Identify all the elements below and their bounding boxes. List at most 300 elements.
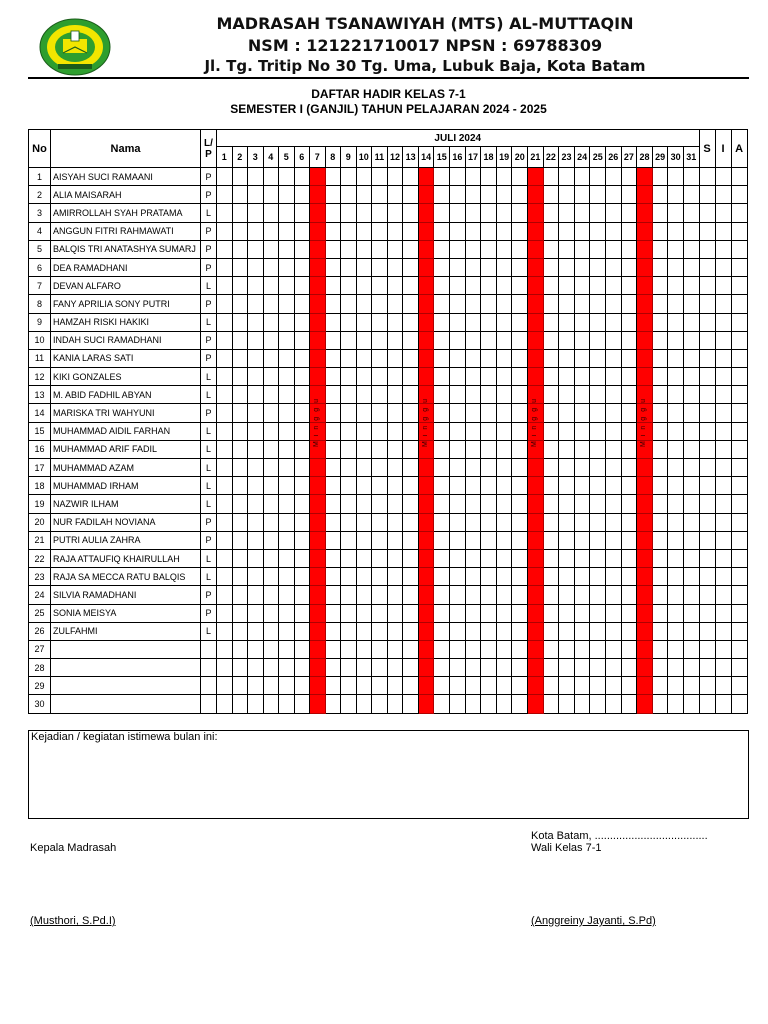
- attendance-cell[interactable]: [325, 640, 341, 658]
- attendance-cell[interactable]: [512, 240, 528, 258]
- attendance-cell[interactable]: [248, 222, 264, 240]
- attendance-cell[interactable]: [683, 295, 699, 313]
- attendance-cell[interactable]: [372, 549, 388, 567]
- attendance-cell[interactable]: [590, 531, 606, 549]
- attendance-cell[interactable]: [403, 313, 419, 331]
- attendance-cell[interactable]: [294, 295, 310, 313]
- attendance-cell[interactable]: [465, 531, 481, 549]
- attendance-cell[interactable]: [465, 477, 481, 495]
- attendance-cell[interactable]: [341, 186, 357, 204]
- attendance-cell[interactable]: [559, 422, 575, 440]
- attendance-cell[interactable]: [232, 258, 248, 276]
- attendance-cell[interactable]: [512, 186, 528, 204]
- attendance-cell[interactable]: [325, 586, 341, 604]
- attendance-cell[interactable]: [372, 240, 388, 258]
- attendance-cell[interactable]: [465, 604, 481, 622]
- total-s-cell[interactable]: [699, 549, 715, 567]
- total-i-cell[interactable]: [715, 349, 731, 367]
- total-a-cell[interactable]: [731, 586, 747, 604]
- attendance-cell[interactable]: [450, 331, 466, 349]
- attendance-cell[interactable]: [232, 313, 248, 331]
- attendance-cell[interactable]: [217, 459, 233, 477]
- total-s-cell[interactable]: [699, 331, 715, 349]
- attendance-cell[interactable]: [217, 513, 233, 531]
- attendance-cell[interactable]: [434, 277, 450, 295]
- attendance-cell[interactable]: [606, 513, 622, 531]
- attendance-cell[interactable]: [621, 168, 637, 186]
- attendance-cell[interactable]: [668, 295, 684, 313]
- attendance-cell[interactable]: [652, 204, 668, 222]
- attendance-cell[interactable]: [294, 495, 310, 513]
- attendance-cell[interactable]: [652, 404, 668, 422]
- attendance-cell[interactable]: [279, 549, 295, 567]
- attendance-cell[interactable]: [465, 495, 481, 513]
- attendance-cell[interactable]: [621, 459, 637, 477]
- attendance-cell[interactable]: [496, 495, 512, 513]
- attendance-cell[interactable]: [559, 531, 575, 549]
- attendance-cell[interactable]: [341, 386, 357, 404]
- attendance-cell[interactable]: [279, 695, 295, 713]
- attendance-cell[interactable]: [248, 349, 264, 367]
- total-i-cell[interactable]: [715, 277, 731, 295]
- attendance-cell[interactable]: [325, 186, 341, 204]
- attendance-cell[interactable]: [652, 695, 668, 713]
- attendance-cell[interactable]: [683, 495, 699, 513]
- total-i-cell[interactable]: [715, 422, 731, 440]
- attendance-cell[interactable]: [248, 386, 264, 404]
- total-i-cell[interactable]: [715, 168, 731, 186]
- attendance-cell[interactable]: [248, 368, 264, 386]
- attendance-cell[interactable]: [294, 368, 310, 386]
- attendance-cell[interactable]: [248, 313, 264, 331]
- attendance-cell[interactable]: [341, 368, 357, 386]
- attendance-cell[interactable]: [559, 295, 575, 313]
- attendance-cell[interactable]: [606, 549, 622, 567]
- attendance-cell[interactable]: [279, 222, 295, 240]
- attendance-cell[interactable]: [325, 240, 341, 258]
- attendance-cell[interactable]: [387, 586, 403, 604]
- attendance-cell[interactable]: [496, 295, 512, 313]
- attendance-cell[interactable]: [543, 313, 559, 331]
- total-s-cell[interactable]: [699, 204, 715, 222]
- attendance-cell[interactable]: [621, 622, 637, 640]
- attendance-cell[interactable]: [403, 604, 419, 622]
- attendance-cell[interactable]: [606, 640, 622, 658]
- attendance-cell[interactable]: [450, 222, 466, 240]
- attendance-cell[interactable]: [683, 659, 699, 677]
- attendance-cell[interactable]: [232, 368, 248, 386]
- attendance-cell[interactable]: [294, 422, 310, 440]
- attendance-cell[interactable]: [434, 513, 450, 531]
- attendance-cell[interactable]: [543, 277, 559, 295]
- total-s-cell[interactable]: [699, 568, 715, 586]
- attendance-cell[interactable]: [263, 368, 279, 386]
- attendance-cell[interactable]: [559, 386, 575, 404]
- attendance-cell[interactable]: [465, 622, 481, 640]
- attendance-cell[interactable]: [279, 531, 295, 549]
- attendance-cell[interactable]: [496, 240, 512, 258]
- total-s-cell[interactable]: [699, 349, 715, 367]
- attendance-cell[interactable]: [481, 622, 497, 640]
- attendance-cell[interactable]: [574, 586, 590, 604]
- attendance-cell[interactable]: [403, 186, 419, 204]
- attendance-cell[interactable]: [543, 204, 559, 222]
- attendance-cell[interactable]: [450, 513, 466, 531]
- attendance-cell[interactable]: [372, 404, 388, 422]
- attendance-cell[interactable]: [668, 331, 684, 349]
- attendance-cell[interactable]: [279, 295, 295, 313]
- attendance-cell[interactable]: [232, 295, 248, 313]
- attendance-cell[interactable]: [279, 440, 295, 458]
- attendance-cell[interactable]: [248, 440, 264, 458]
- attendance-cell[interactable]: [465, 549, 481, 567]
- attendance-cell[interactable]: [279, 513, 295, 531]
- attendance-cell[interactable]: [263, 604, 279, 622]
- attendance-cell[interactable]: [590, 422, 606, 440]
- attendance-cell[interactable]: [450, 477, 466, 495]
- attendance-cell[interactable]: [356, 258, 372, 276]
- attendance-cell[interactable]: [279, 386, 295, 404]
- attendance-cell[interactable]: [434, 604, 450, 622]
- attendance-cell[interactable]: [465, 313, 481, 331]
- attendance-cell[interactable]: [496, 568, 512, 586]
- attendance-cell[interactable]: [481, 313, 497, 331]
- total-s-cell[interactable]: [699, 513, 715, 531]
- attendance-cell[interactable]: [232, 677, 248, 695]
- attendance-cell[interactable]: [543, 513, 559, 531]
- attendance-cell[interactable]: [512, 222, 528, 240]
- attendance-cell[interactable]: [263, 695, 279, 713]
- attendance-cell[interactable]: [263, 258, 279, 276]
- attendance-cell[interactable]: [574, 331, 590, 349]
- attendance-cell[interactable]: [248, 204, 264, 222]
- attendance-cell[interactable]: [248, 659, 264, 677]
- attendance-cell[interactable]: [574, 440, 590, 458]
- attendance-cell[interactable]: [496, 640, 512, 658]
- attendance-cell[interactable]: [621, 222, 637, 240]
- attendance-cell[interactable]: [652, 477, 668, 495]
- attendance-cell[interactable]: [590, 331, 606, 349]
- attendance-cell[interactable]: [496, 313, 512, 331]
- attendance-cell[interactable]: [621, 440, 637, 458]
- attendance-cell[interactable]: [683, 677, 699, 695]
- attendance-cell[interactable]: [652, 513, 668, 531]
- attendance-cell[interactable]: [621, 677, 637, 695]
- attendance-cell[interactable]: [590, 313, 606, 331]
- attendance-cell[interactable]: [434, 440, 450, 458]
- attendance-cell[interactable]: [668, 313, 684, 331]
- total-s-cell[interactable]: [699, 186, 715, 204]
- attendance-cell[interactable]: [356, 422, 372, 440]
- attendance-cell[interactable]: [341, 586, 357, 604]
- attendance-cell[interactable]: [481, 695, 497, 713]
- attendance-cell[interactable]: [248, 586, 264, 604]
- attendance-cell[interactable]: [279, 422, 295, 440]
- attendance-cell[interactable]: [434, 622, 450, 640]
- attendance-cell[interactable]: [512, 604, 528, 622]
- attendance-cell[interactable]: [543, 695, 559, 713]
- attendance-cell[interactable]: [294, 459, 310, 477]
- attendance-cell[interactable]: [606, 586, 622, 604]
- attendance-cell[interactable]: [263, 477, 279, 495]
- attendance-cell[interactable]: [372, 640, 388, 658]
- attendance-cell[interactable]: [387, 531, 403, 549]
- total-s-cell[interactable]: [699, 495, 715, 513]
- attendance-cell[interactable]: [621, 495, 637, 513]
- attendance-cell[interactable]: [559, 677, 575, 695]
- attendance-cell[interactable]: [232, 513, 248, 531]
- attendance-cell[interactable]: [248, 277, 264, 295]
- attendance-cell[interactable]: [668, 531, 684, 549]
- attendance-cell[interactable]: [683, 422, 699, 440]
- attendance-cell[interactable]: [217, 349, 233, 367]
- attendance-cell[interactable]: [403, 440, 419, 458]
- attendance-cell[interactable]: [496, 204, 512, 222]
- attendance-cell[interactable]: [512, 568, 528, 586]
- attendance-cell[interactable]: [403, 640, 419, 658]
- attendance-cell[interactable]: [294, 640, 310, 658]
- attendance-cell[interactable]: [356, 295, 372, 313]
- attendance-cell[interactable]: [590, 640, 606, 658]
- attendance-cell[interactable]: [263, 386, 279, 404]
- attendance-cell[interactable]: [668, 677, 684, 695]
- attendance-cell[interactable]: [372, 695, 388, 713]
- attendance-cell[interactable]: [621, 422, 637, 440]
- attendance-cell[interactable]: [356, 240, 372, 258]
- attendance-cell[interactable]: [248, 258, 264, 276]
- total-a-cell[interactable]: [731, 240, 747, 258]
- total-i-cell[interactable]: [715, 204, 731, 222]
- attendance-cell[interactable]: [683, 222, 699, 240]
- attendance-cell[interactable]: [325, 459, 341, 477]
- attendance-cell[interactable]: [403, 168, 419, 186]
- attendance-cell[interactable]: [496, 695, 512, 713]
- attendance-cell[interactable]: [341, 549, 357, 567]
- attendance-cell[interactable]: [341, 495, 357, 513]
- attendance-cell[interactable]: [465, 368, 481, 386]
- attendance-cell[interactable]: [403, 349, 419, 367]
- attendance-cell[interactable]: [512, 295, 528, 313]
- attendance-cell[interactable]: [279, 349, 295, 367]
- attendance-cell[interactable]: [559, 695, 575, 713]
- attendance-cell[interactable]: [590, 622, 606, 640]
- attendance-cell[interactable]: [279, 258, 295, 276]
- attendance-cell[interactable]: [606, 240, 622, 258]
- attendance-cell[interactable]: [217, 495, 233, 513]
- attendance-cell[interactable]: [356, 586, 372, 604]
- attendance-cell[interactable]: [341, 604, 357, 622]
- attendance-cell[interactable]: [668, 568, 684, 586]
- attendance-cell[interactable]: [668, 695, 684, 713]
- total-a-cell[interactable]: [731, 549, 747, 567]
- attendance-cell[interactable]: [465, 277, 481, 295]
- attendance-cell[interactable]: [341, 459, 357, 477]
- attendance-cell[interactable]: [403, 568, 419, 586]
- attendance-cell[interactable]: [512, 313, 528, 331]
- attendance-cell[interactable]: [434, 295, 450, 313]
- attendance-cell[interactable]: [512, 659, 528, 677]
- attendance-cell[interactable]: [403, 586, 419, 604]
- total-i-cell[interactable]: [715, 258, 731, 276]
- attendance-cell[interactable]: [683, 622, 699, 640]
- attendance-cell[interactable]: [403, 222, 419, 240]
- attendance-cell[interactable]: [387, 277, 403, 295]
- attendance-cell[interactable]: [559, 349, 575, 367]
- attendance-cell[interactable]: [496, 404, 512, 422]
- attendance-cell[interactable]: [450, 422, 466, 440]
- attendance-cell[interactable]: [481, 368, 497, 386]
- attendance-cell[interactable]: [590, 440, 606, 458]
- attendance-cell[interactable]: [606, 222, 622, 240]
- attendance-cell[interactable]: [481, 295, 497, 313]
- attendance-cell[interactable]: [652, 640, 668, 658]
- attendance-cell[interactable]: [481, 404, 497, 422]
- total-s-cell[interactable]: [699, 422, 715, 440]
- attendance-cell[interactable]: [652, 495, 668, 513]
- attendance-cell[interactable]: [403, 277, 419, 295]
- attendance-cell[interactable]: [279, 659, 295, 677]
- attendance-cell[interactable]: [325, 422, 341, 440]
- attendance-cell[interactable]: [652, 586, 668, 604]
- attendance-cell[interactable]: [590, 477, 606, 495]
- total-s-cell[interactable]: [699, 386, 715, 404]
- attendance-cell[interactable]: [294, 622, 310, 640]
- attendance-cell[interactable]: [356, 477, 372, 495]
- attendance-cell[interactable]: [652, 568, 668, 586]
- attendance-cell[interactable]: [590, 368, 606, 386]
- attendance-cell[interactable]: [512, 440, 528, 458]
- attendance-cell[interactable]: [372, 477, 388, 495]
- attendance-cell[interactable]: [668, 204, 684, 222]
- total-a-cell[interactable]: [731, 495, 747, 513]
- attendance-cell[interactable]: [606, 459, 622, 477]
- attendance-cell[interactable]: [481, 168, 497, 186]
- total-a-cell[interactable]: [731, 604, 747, 622]
- attendance-cell[interactable]: [606, 695, 622, 713]
- attendance-cell[interactable]: [574, 368, 590, 386]
- total-a-cell[interactable]: [731, 622, 747, 640]
- attendance-cell[interactable]: [232, 186, 248, 204]
- attendance-cell[interactable]: [559, 549, 575, 567]
- attendance-cell[interactable]: [606, 495, 622, 513]
- attendance-cell[interactable]: [372, 422, 388, 440]
- attendance-cell[interactable]: [403, 513, 419, 531]
- total-s-cell[interactable]: [699, 531, 715, 549]
- attendance-cell[interactable]: [325, 386, 341, 404]
- attendance-cell[interactable]: [668, 386, 684, 404]
- attendance-cell[interactable]: [387, 422, 403, 440]
- attendance-cell[interactable]: [217, 677, 233, 695]
- attendance-cell[interactable]: [590, 586, 606, 604]
- total-s-cell[interactable]: [699, 368, 715, 386]
- attendance-cell[interactable]: [387, 240, 403, 258]
- attendance-cell[interactable]: [574, 422, 590, 440]
- attendance-cell[interactable]: [232, 404, 248, 422]
- attendance-cell[interactable]: [294, 404, 310, 422]
- attendance-cell[interactable]: [465, 295, 481, 313]
- attendance-cell[interactable]: [325, 549, 341, 567]
- attendance-cell[interactable]: [341, 349, 357, 367]
- attendance-cell[interactable]: [590, 404, 606, 422]
- attendance-cell[interactable]: [512, 349, 528, 367]
- total-i-cell[interactable]: [715, 531, 731, 549]
- attendance-cell[interactable]: [403, 677, 419, 695]
- attendance-cell[interactable]: [232, 459, 248, 477]
- attendance-cell[interactable]: [559, 440, 575, 458]
- attendance-cell[interactable]: [668, 222, 684, 240]
- attendance-cell[interactable]: [372, 622, 388, 640]
- attendance-cell[interactable]: [574, 295, 590, 313]
- total-a-cell[interactable]: [731, 204, 747, 222]
- attendance-cell[interactable]: [574, 495, 590, 513]
- total-s-cell[interactable]: [699, 622, 715, 640]
- attendance-cell[interactable]: [217, 622, 233, 640]
- attendance-cell[interactable]: [217, 222, 233, 240]
- attendance-cell[interactable]: [574, 659, 590, 677]
- attendance-cell[interactable]: [574, 204, 590, 222]
- attendance-cell[interactable]: [263, 240, 279, 258]
- attendance-cell[interactable]: [434, 695, 450, 713]
- attendance-cell[interactable]: [217, 386, 233, 404]
- attendance-cell[interactable]: [217, 368, 233, 386]
- attendance-cell[interactable]: [248, 549, 264, 567]
- attendance-cell[interactable]: [512, 459, 528, 477]
- attendance-cell[interactable]: [341, 659, 357, 677]
- total-a-cell[interactable]: [731, 186, 747, 204]
- attendance-cell[interactable]: [387, 604, 403, 622]
- attendance-cell[interactable]: [621, 404, 637, 422]
- attendance-cell[interactable]: [403, 531, 419, 549]
- attendance-cell[interactable]: [450, 459, 466, 477]
- attendance-cell[interactable]: [434, 422, 450, 440]
- attendance-cell[interactable]: [683, 186, 699, 204]
- attendance-cell[interactable]: [481, 549, 497, 567]
- attendance-cell[interactable]: [481, 513, 497, 531]
- total-i-cell[interactable]: [715, 477, 731, 495]
- attendance-cell[interactable]: [481, 277, 497, 295]
- attendance-cell[interactable]: [248, 404, 264, 422]
- attendance-cell[interactable]: [403, 204, 419, 222]
- attendance-cell[interactable]: [621, 604, 637, 622]
- attendance-cell[interactable]: [559, 586, 575, 604]
- attendance-cell[interactable]: [263, 168, 279, 186]
- total-a-cell[interactable]: [731, 349, 747, 367]
- attendance-cell[interactable]: [668, 404, 684, 422]
- attendance-cell[interactable]: [481, 258, 497, 276]
- attendance-cell[interactable]: [263, 513, 279, 531]
- attendance-cell[interactable]: [683, 440, 699, 458]
- attendance-cell[interactable]: [512, 513, 528, 531]
- attendance-cell[interactable]: [481, 222, 497, 240]
- total-i-cell[interactable]: [715, 586, 731, 604]
- attendance-cell[interactable]: [279, 477, 295, 495]
- attendance-cell[interactable]: [372, 568, 388, 586]
- attendance-cell[interactable]: [496, 677, 512, 695]
- attendance-cell[interactable]: [403, 695, 419, 713]
- attendance-cell[interactable]: [652, 677, 668, 695]
- attendance-cell[interactable]: [294, 186, 310, 204]
- attendance-cell[interactable]: [232, 659, 248, 677]
- attendance-cell[interactable]: [434, 386, 450, 404]
- attendance-cell[interactable]: [217, 313, 233, 331]
- attendance-cell[interactable]: [683, 640, 699, 658]
- attendance-cell[interactable]: [543, 440, 559, 458]
- attendance-cell[interactable]: [294, 349, 310, 367]
- attendance-cell[interactable]: [450, 313, 466, 331]
- attendance-cell[interactable]: [621, 186, 637, 204]
- attendance-cell[interactable]: [294, 531, 310, 549]
- attendance-cell[interactable]: [387, 295, 403, 313]
